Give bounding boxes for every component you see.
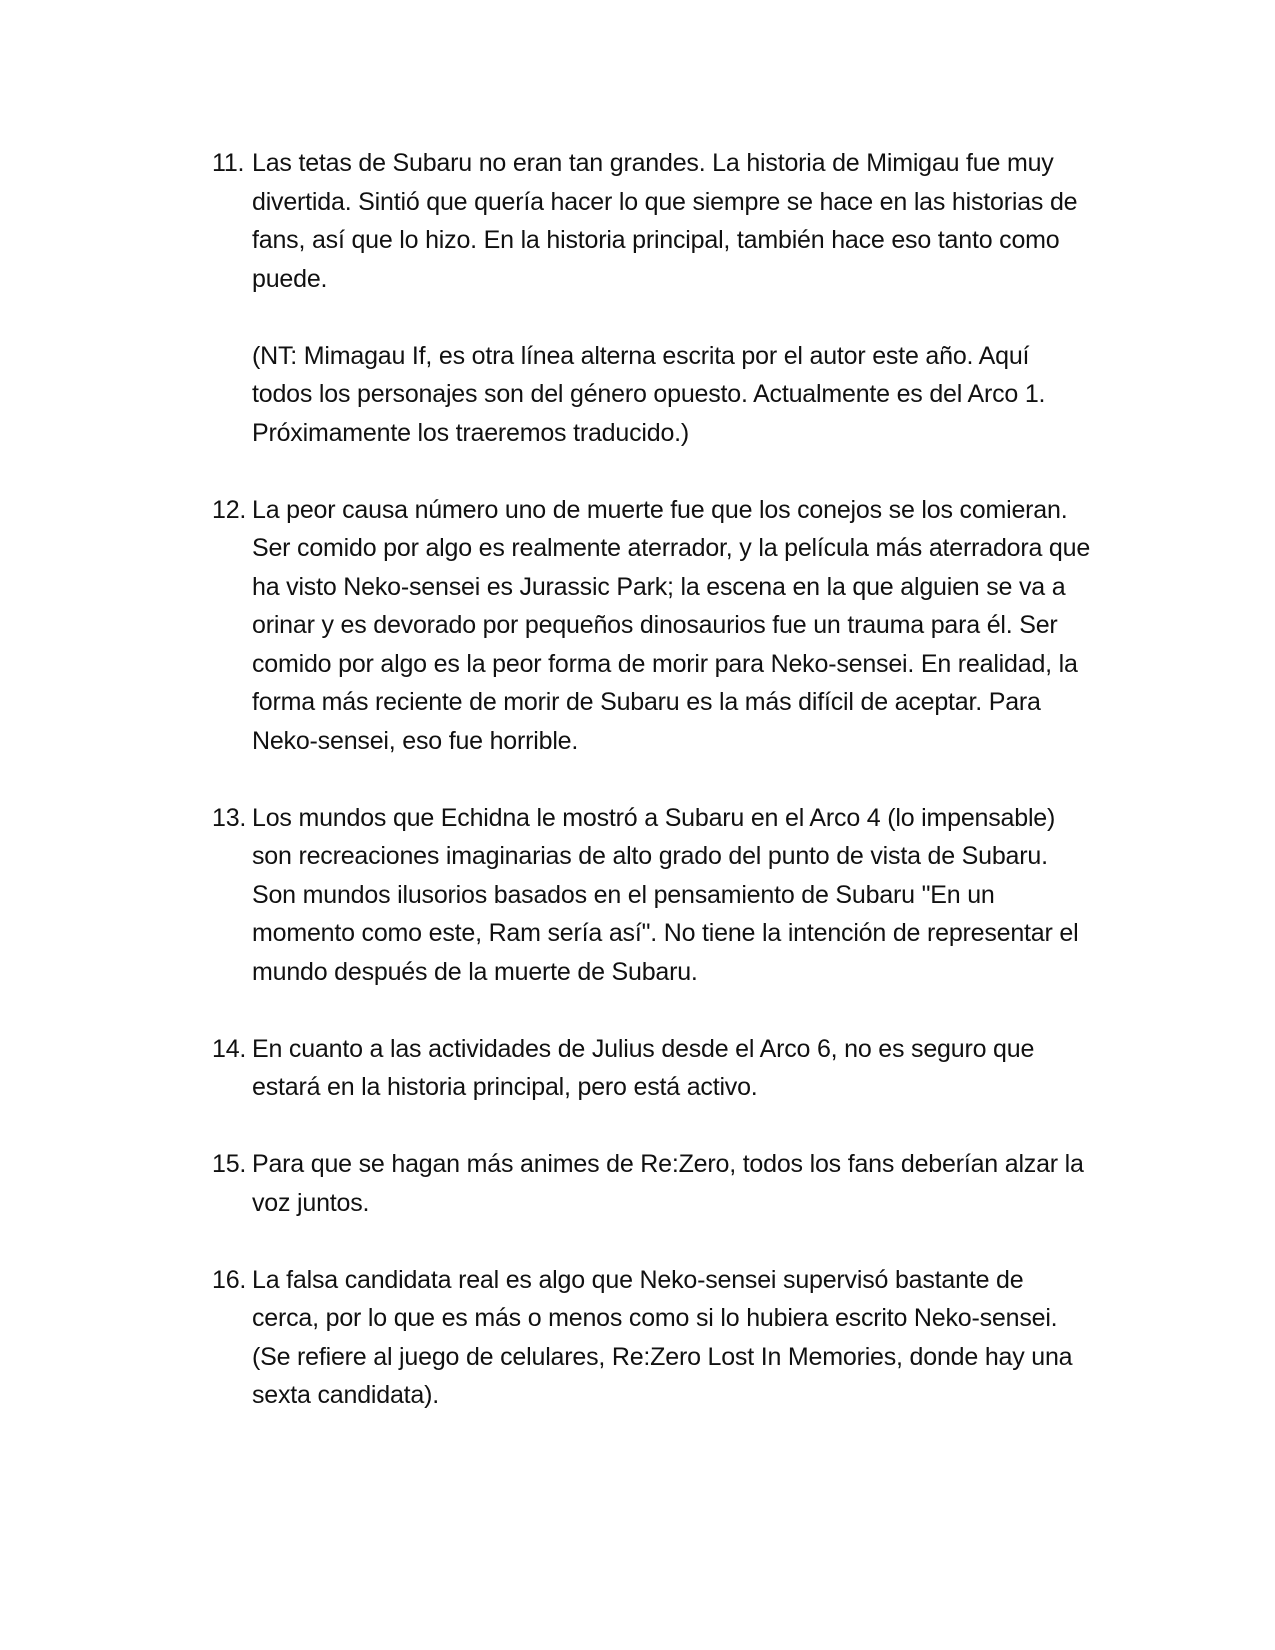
item-text: La falsa candidata real es algo que Neko-sensei supervisó bastante de cerca, por lo que es más o menos como si lo hubiera escrito Neko-sensei. (Se refiere al juego de celulares, Re:Zero Lost In Memories, donde hay una sexta candidata). [252, 1265, 1073, 1409]
item-number: 11. [212, 149, 245, 177]
numbered-list [212, 144, 1092, 1453]
list-item [212, 1030, 1092, 1107]
list-item [212, 799, 1092, 992]
item-number: 12. [212, 495, 247, 524]
item-text: Para que se hagan más animes de Re:Zero, todos los fans deberían alzar la voz juntos. [252, 1150, 1084, 1217]
list-item [212, 1261, 1092, 1415]
item-number: 16. [212, 1265, 247, 1294]
list-item [212, 144, 1092, 452]
translator-note: (NT: Mimagau If, es otra línea alterna escrita por el autor este año. Aquí todos los personajes son del género opuesto. Actualmente es del Arco 1. Próximamente los traeremos traducido.) [252, 341, 1046, 447]
item-number: 14. [212, 1034, 247, 1063]
item-text: En cuanto a las actividades de Julius desde el Arco 6, no es seguro que estará en la historia principal, pero está activo. [252, 1034, 1035, 1101]
item-text: Los mundos que Echidna le mostró a Subaru en el Arco 4 (lo impensable) son recreaciones imaginarias de alto grado del punto de vista de Subaru. Son mundos ilusorios basados en el pensamiento de Subaru "En un momento como este, Ram sería así". No tiene la intención de representar el mundo después de la muerte de Subaru. [252, 803, 1079, 986]
item-number: 15. [212, 1150, 247, 1178]
list-item [212, 491, 1092, 761]
item-text: Las tetas de Subaru no eran tan grandes. La historia de Mimigau fue muy divertida. Sintió que quería hacer lo que siempre se hace en las historias de fans, así que lo hizo. En la historia principal, también hace eso tanto como puede. [252, 149, 1078, 293]
item-number: 13. [212, 803, 247, 832]
list-item [212, 1145, 1092, 1222]
item-text: La peor causa número uno de muerte fue que los conejos se los comieran. Ser comido por algo es realmente aterrador, y la película más aterradora que ha visto Neko-sensei es Jurassic Park; la escena en la que alguien se va a orinar y es devorado por pequeños dinosaurios fue un trauma para él. Ser comido por algo es la peor forma de morir para Neko-sensei. En realidad, la forma más reciente de morir de Subaru es la más difícil de aceptar. Para Neko-sensei, eso fue horrible. [252, 495, 1091, 755]
